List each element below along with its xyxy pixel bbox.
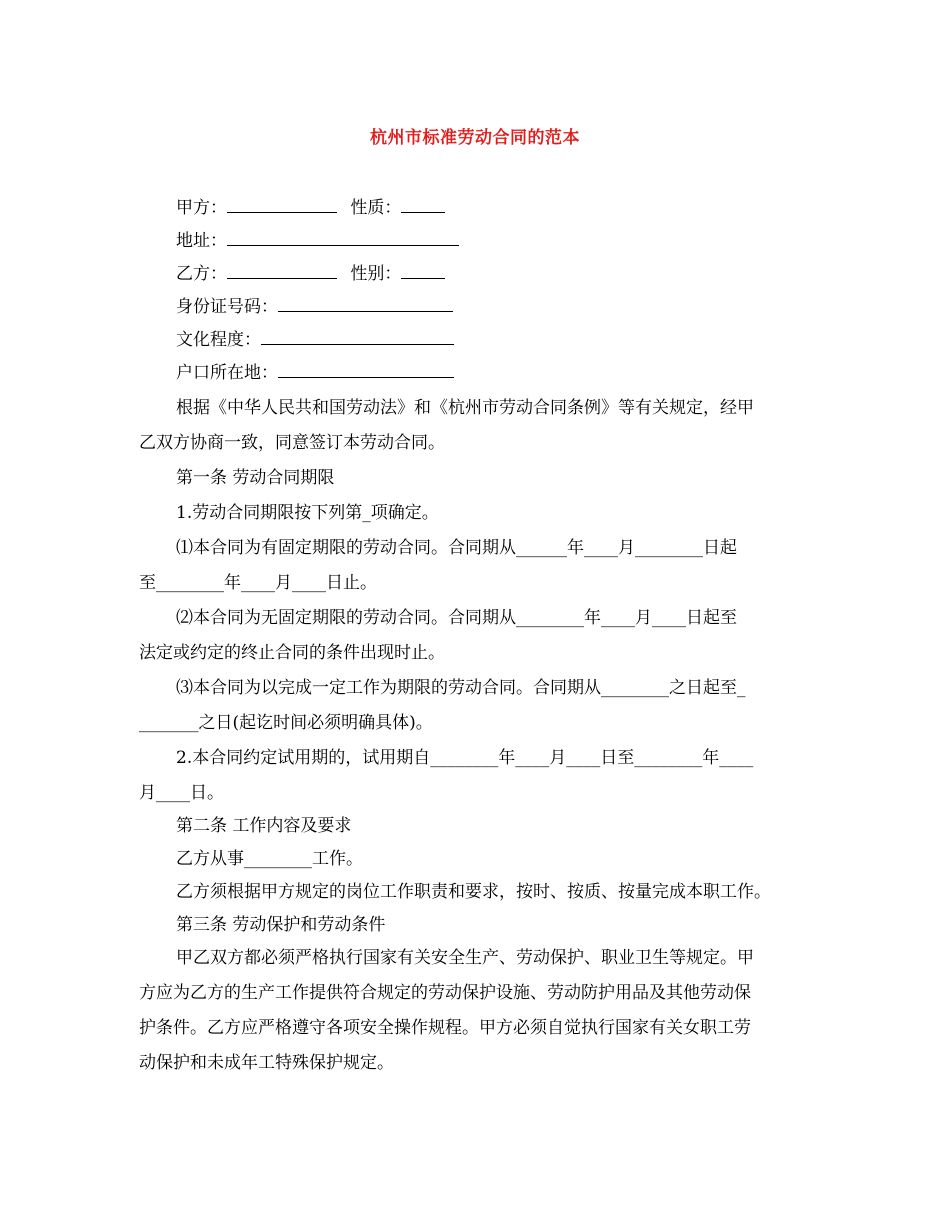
id-row xyxy=(176,294,851,320)
article-1-option-3-line-1: ⑶本合同为以完成一定工作为期限的劳动合同。合同期从________之日起至_ xyxy=(176,678,746,698)
article-1-option-1-line-2: 至________年____月____日止。 xyxy=(139,573,377,593)
party-b-blank xyxy=(227,262,337,279)
party-a-row xyxy=(176,195,851,221)
article-3-line-4: 动保护和未成年工特殊保护规定。 xyxy=(139,1053,394,1073)
article-1-title: 第一条 劳动合同期限 xyxy=(176,468,335,488)
intro-line-2: 乙双方协商一致，同意签订本劳动合同。 xyxy=(139,433,445,453)
article-1-item-1: 1.劳动合同期限按下列第_项确定。 xyxy=(176,503,439,523)
article-2-title: 第二条 工作内容及要求 xyxy=(176,816,352,836)
id-blank xyxy=(278,295,453,312)
article-3-title: 第三条 劳动保护和劳动条件 xyxy=(176,915,386,935)
education-row xyxy=(176,327,851,353)
article-1-item-2-line-2: 月____日。 xyxy=(139,783,224,803)
education-blank xyxy=(261,328,454,345)
hukou-label: 户口所在地： xyxy=(176,363,278,383)
article-2-paragraph-1: 乙方从事________工作。 xyxy=(176,849,363,869)
party-b-label: 乙方： xyxy=(176,264,227,284)
article-2-paragraph-2: 乙方须根据甲方规定的岗位工作职责和要求，按时、按质、按量完成本职工作。 xyxy=(176,882,771,902)
party-b-row xyxy=(176,261,851,287)
hukou-blank xyxy=(278,361,454,378)
article-1-option-2-line-1: ⑵本合同为无固定期限的劳动合同。合同期从________年____月____日起至 xyxy=(176,608,737,628)
hukou-row xyxy=(176,360,851,386)
nature-blank xyxy=(401,196,445,213)
intro-line-1: 根据《中华人民共和国劳动法》和《杭州市劳动合同条例》等有关规定，经甲 xyxy=(176,398,754,418)
education-label: 文化程度： xyxy=(176,330,261,350)
article-1-option-2-line-2: 法定或约定的终止合同的条件出现时止。 xyxy=(139,643,445,663)
address-row xyxy=(176,228,851,254)
gender-blank xyxy=(401,262,445,279)
article-1-option-1-line-1: ⑴本合同为有固定期限的劳动合同。合同期从______年____月________日起 xyxy=(176,538,737,558)
nature-label: 性质： xyxy=(350,198,402,218)
article-3-line-2: 方应为乙方的生产工作提供符合规定的劳动保护设施、劳动防护用品及其他劳动保 xyxy=(139,983,751,1003)
address-label: 地址： xyxy=(176,231,227,251)
party-a-blank xyxy=(227,196,337,213)
address-blank xyxy=(227,229,459,246)
article-3-line-3: 护条件。乙方应严格遵守各项安全操作规程。甲方必须自觉执行国家有关女职工劳 xyxy=(139,1018,751,1038)
id-label: 身份证号码： xyxy=(176,297,278,317)
party-a-label: 甲方： xyxy=(176,198,227,218)
article-1-option-3-line-2: _______之日(起讫时间必须明确具体)。 xyxy=(139,713,433,733)
article-3-line-1: 甲乙双方都必须严格执行国家有关安全生产、劳动保护、职业卫生等规定。甲 xyxy=(176,948,754,968)
document-title: 杭州市标准劳动合同的范本 xyxy=(370,128,580,148)
gender-label: 性别： xyxy=(350,264,402,284)
article-1-item-2-line-1: 2.本合同约定试用期的，试用期自________年____月____日至________年____ xyxy=(176,748,754,768)
